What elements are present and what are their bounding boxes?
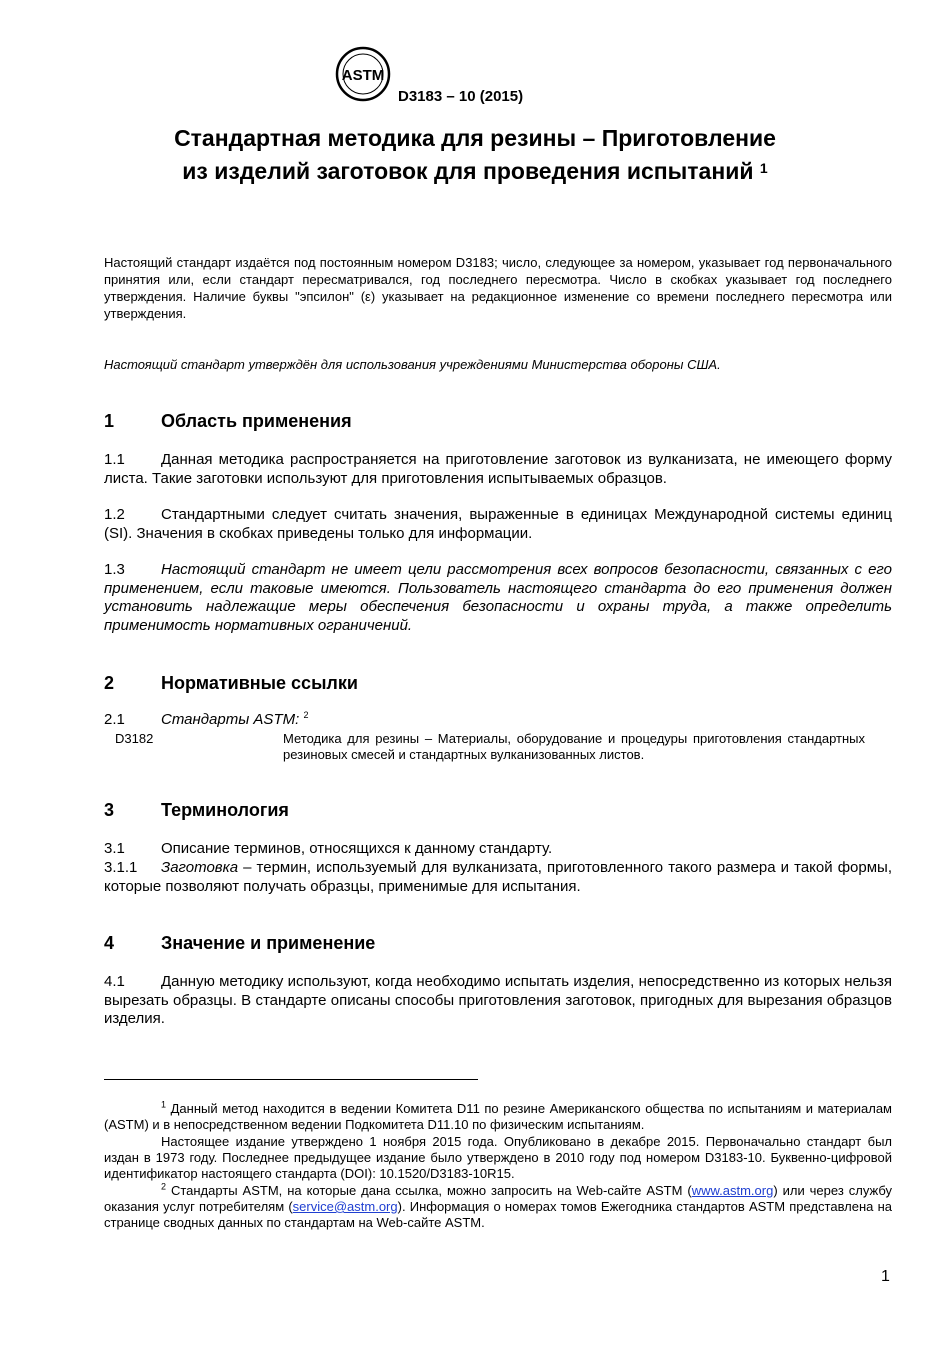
reference-code: D3182 [115, 731, 154, 746]
section-4-title: Значение и применение [161, 933, 376, 953]
section-3-heading [104, 800, 289, 821]
para-1-1-text: Данная методика распространяется на приготовление заготовок из вулканизата, не имеющего форму листа. Такие заготовки используют для приготовления испытываемых образцов. [104, 451, 892, 487]
para-1-3-text: Настоящий стандарт не имеет цели рассмотрения всех вопросов безопасности, связанных с его применением, если таковые имеются. Пользователь настоящего стандарта до его применения должен установить надлежащие меры обеспечения безопасности и охраны труда, а также определить применимость нормативных ограничений. [104, 561, 892, 634]
para-4-1-text: Данную методику используют, когда необходимо испытать изделия, непосредственно из которых нельзя вырезать образцы. В стандарте описаны способы приготовления заготовок, пригодных для вырезания образцов изделия. [104, 973, 892, 1027]
footnote-2-part-3: ). Информация о номерах томов Ежегодника стандартов ASTM представлена на странице сводных данных по стандартам на Web-сайте ASTM. [104, 1199, 893, 1230]
section-2-number: 2 [104, 673, 115, 693]
section-1-number: 1 [104, 411, 115, 431]
para-1-3 [104, 561, 892, 635]
para-1-2-text: Стандартными следует считать значения, выраженные в единицах Международной системы единиц (SI). Значения в скобках приведены только для информации. [104, 506, 892, 542]
reference-text: Методика для резины – Материалы, оборудование и процедуры приготовления стандартных резиновых смесей и стандартных вулканизованных листов. [283, 731, 865, 762]
para-3-1 [104, 840, 892, 859]
para-2-1-text: Стандарты ASTM: [161, 711, 300, 728]
para-1-3-number: 1.3 [104, 561, 125, 578]
title-footnote-mark: 1 [759, 160, 768, 176]
para-3-1-1-text: – термин, используемый для вулканизата, приготовленного такого размера и такой формы, которые позволяют получать образцы, применимые для испытания. [104, 859, 892, 895]
para-1-2 [104, 506, 892, 543]
footnote-2 [104, 1183, 892, 1231]
para-1-1 [104, 451, 892, 488]
title-line-2-text: из изделий заготовок для проведения испытаний [182, 158, 754, 184]
footnote-2-part-2: ) или через службу оказания услуг потребителям ( [104, 1183, 892, 1214]
dod-note: Настоящий стандарт утверждён для использования учреждениями Министерства обороны США. [104, 357, 721, 372]
title-line-2 [0, 153, 950, 186]
footnote-2-part-1: Стандарты ASTM, на которые дана ссылка, можно запросить на Web-сайте ASTM ( [166, 1183, 692, 1198]
para-1-2-number: 1.2 [104, 506, 125, 523]
para-4-1-number: 4.1 [104, 973, 125, 990]
section-4-heading [104, 933, 375, 954]
para-3-1-1 [104, 859, 892, 896]
footnote-divider [104, 1079, 478, 1080]
para-3-1-text: Описание терминов, относящихся к данному стандарту. [161, 840, 553, 857]
footnote-1-text: Данный метод находится в ведении Комитета D11 по резине Американского общества по испытаниям и материалам (ASTM) и в непосредственном ведении Подкомитета D11.10 по физическим испытаниям. [104, 1101, 892, 1132]
section-1-title: Область применения [161, 411, 352, 431]
para-3-1-1-number: 3.1.1 [104, 859, 138, 876]
section-1-heading [104, 411, 352, 432]
para-3-1-number: 3.1 [104, 840, 125, 857]
title-line-1: Стандартная методика для резины – Приготовление [174, 125, 776, 151]
footnote-1-mark: 1 [161, 1099, 167, 1110]
section-3-number: 3 [104, 800, 115, 820]
page-number: 1 [881, 1268, 890, 1285]
astm-website-link[interactable]: www.astm.org [691, 1183, 774, 1198]
logo-text: ASTM [341, 67, 385, 84]
para-2-1-number: 2.1 [104, 711, 125, 728]
astm-logo [333, 44, 393, 104]
section-4-number: 4 [104, 933, 115, 953]
para-4-1 [104, 973, 892, 1029]
footnote-1-continued: Настоящее издание утверждено 1 ноября 2015 года. Опубликовано в декабре 2015. Первоначально стандарт был издан в 1973 году. Последнее предыдущее издание было утверждено в 2010 году под номером D3183-10. Буквенно-цифровой идентификатор настоящего стандарта (DOI): 10.1520/D3183-10R15. [104, 1134, 892, 1181]
section-2-title: Нормативные ссылки [161, 673, 358, 693]
service-email-link[interactable]: service@astm.org [292, 1199, 398, 1214]
para-2-1-footnote-mark: 2 [303, 710, 309, 720]
para-1-1-number: 1.1 [104, 451, 125, 468]
section-2-heading [104, 673, 358, 694]
para-2-1 [104, 711, 892, 730]
document-title [0, 123, 950, 186]
designation: D3183 – 10 (2015) [398, 88, 524, 105]
footnote-1 [104, 1101, 892, 1133]
para-3-1-1-term: Заготовка [161, 859, 239, 876]
preamble-text: Настоящий стандарт издаётся под постоянным номером D3183; число, следующее за номером, указывает год первоначального принятия или, если стандарт пересматривался, год последнего пересмотра. Число в скобках указывает год последнего утверждения. Наличие буквы "эпсилон" (ε) указывает на редакционное изменение со времени последнего пересмотра или утверждения. [104, 255, 892, 321]
section-3-title: Терминология [161, 800, 289, 820]
footnote-2-mark: 2 [161, 1181, 167, 1192]
